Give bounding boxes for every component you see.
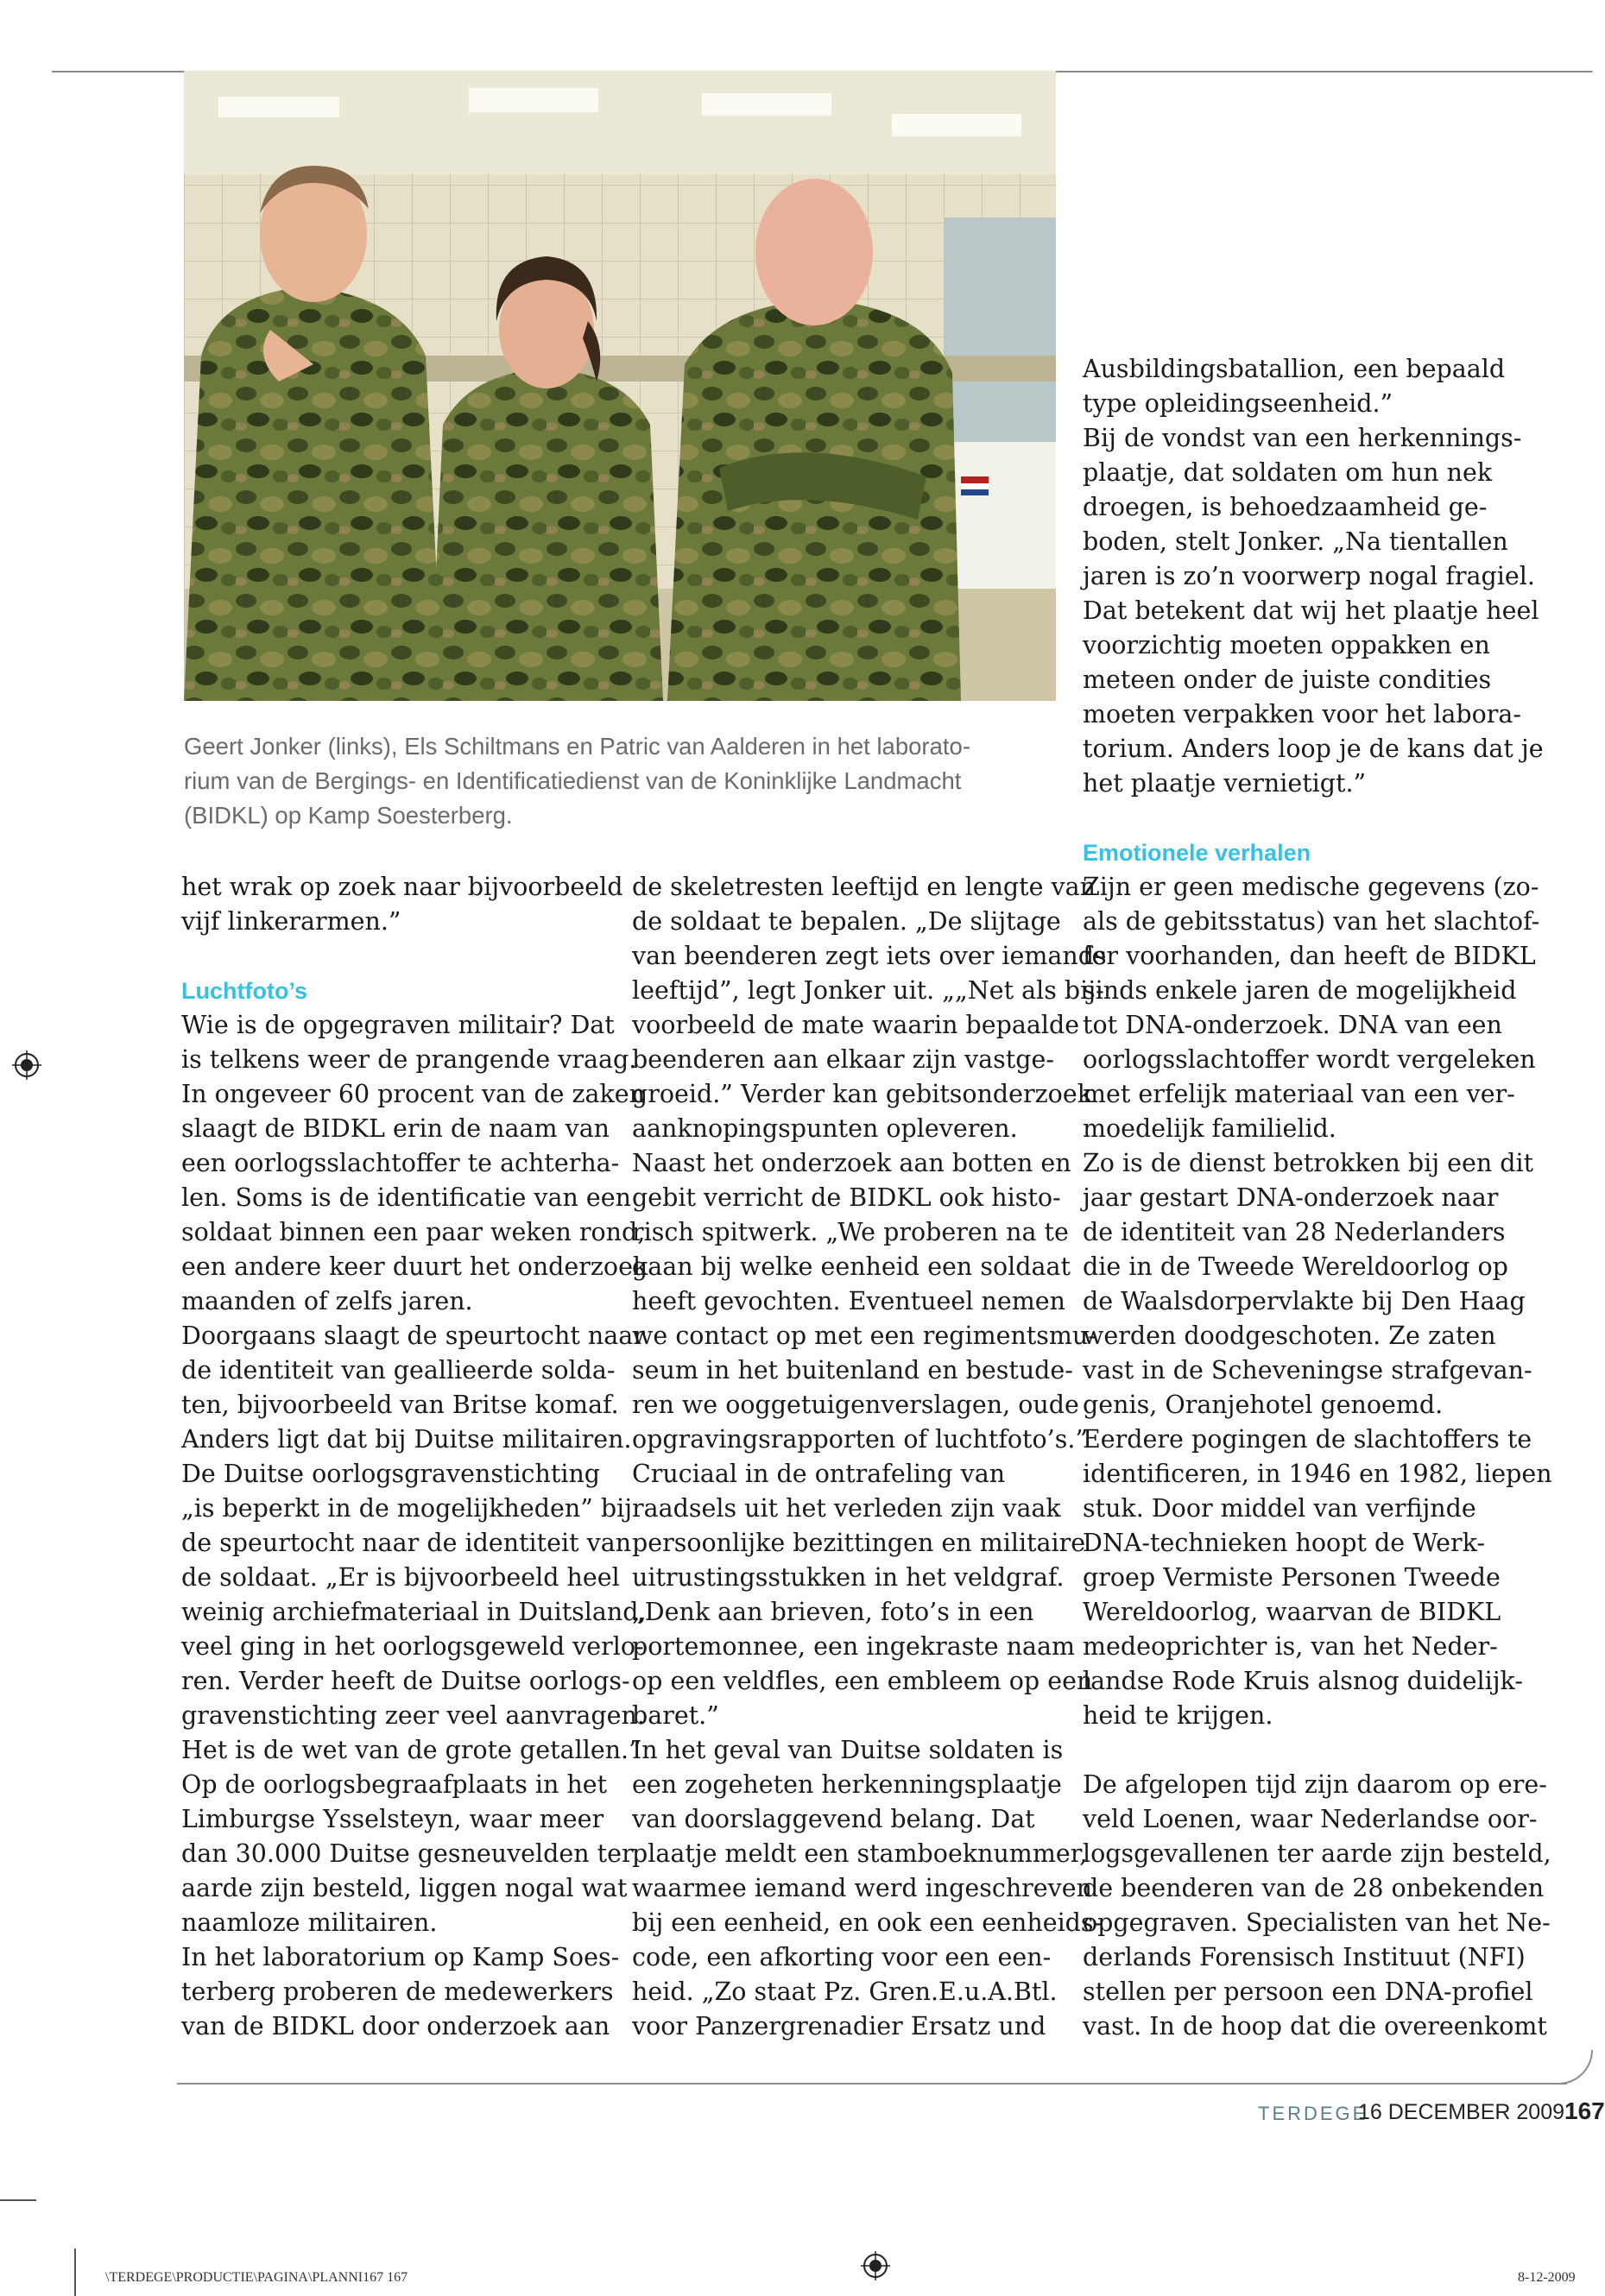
caption-line: Geert Jonker (links), Els Schiltmans en Patric van Aalderen in het laborato-	[184, 733, 970, 760]
text-line: DNA-technieken hoopt de Werk-	[1083, 1529, 1485, 1557]
text-line: werden doodgeschoten. Ze zaten	[1083, 1321, 1496, 1350]
article-column-1	[181, 870, 648, 2044]
text-line: Naast het onderzoek aan botten en	[632, 1149, 1071, 1177]
article-photo	[184, 71, 1056, 701]
text-line: „Denk aan brieven, foto’s in een	[632, 1598, 1034, 1626]
text-line: we contact op met een regimentsmu-	[632, 1321, 1096, 1350]
text-line: is telkens weer de prangende vraag.	[181, 1045, 637, 1074]
text-line: als de gebitsstatus) van het slachtof-	[1083, 907, 1540, 936]
section-heading-emotionele-verhalen: Emotionele verhalen	[1083, 840, 1311, 866]
photo-caption	[184, 729, 1056, 833]
text-line: baret.”	[632, 1701, 719, 1730]
text-line: stuk. Door middel van verfijnde	[1083, 1494, 1476, 1523]
text-line: In ongeveer 60 procent van de zaken	[181, 1080, 646, 1108]
text-line: Bij de vondst van een herkennings-	[1083, 424, 1522, 452]
text-line: het plaatje vernietigt.”	[1083, 769, 1367, 798]
text-line: plaatje, dat soldaten om hun nek	[1083, 458, 1493, 487]
text-line: landse Rode Kruis alsnog duidelijk-	[1083, 1667, 1523, 1695]
text-line: de beenderen van de 28 onbekenden	[1083, 1874, 1545, 1902]
text-line: Cruciaal in de ontrafeling van	[632, 1460, 1006, 1488]
slug-divider	[74, 2249, 76, 2296]
text-line: portemonnee, een ingekraste naam	[632, 1632, 1076, 1661]
text-line: ren. Verder heeft de Duitse oorlogs-	[181, 1667, 630, 1695]
text-line: „is beperkt in de mogelijkheden” bij	[181, 1494, 633, 1523]
article-column-3	[1083, 836, 1552, 2044]
text-line: de soldaat te bepalen. „De slijtage	[632, 907, 1061, 936]
text-line: Het is de wet van de grote getallen.”	[181, 1736, 641, 1764]
text-line: Wereldoorlog, waarvan de BIDKL	[1083, 1598, 1501, 1626]
photo-of-three-soldiers-icon	[184, 71, 1056, 701]
text-line: soldaat binnen een paar weken rond,	[181, 1218, 646, 1246]
crop-mark	[0, 2199, 36, 2201]
text-line: boden, stelt Jonker. „Na tientallen	[1083, 527, 1508, 556]
text-line: voorbeeld de mate waarin bepaalde	[632, 1011, 1080, 1039]
text-line: tot DNA-onderzoek. DNA van een	[1083, 1011, 1502, 1039]
text-line: Limburgse Ysselsteyn, waar meer	[181, 1805, 604, 1833]
text-line: identificeren, in 1946 en 1982, liepen	[1083, 1460, 1552, 1488]
text-line: droegen, is behoedzaamheid ge-	[1083, 493, 1488, 521]
text-line: Wie is de opgegraven militair? Dat	[181, 1011, 615, 1039]
text-line: op een veldfles, een embleem op een	[632, 1667, 1093, 1695]
text-line: De Duitse oorlogsgravenstichting	[181, 1460, 601, 1488]
article-column-3-top	[1083, 352, 1544, 801]
caption-line: (BIDKL) op Kamp Soesterberg.	[184, 802, 513, 829]
caption-line: rium van de Bergings- en Identificatiedienst van de Koninklijke Landmacht	[184, 767, 962, 794]
text-line: ren we ooggetuigenverslagen, oude	[632, 1391, 1079, 1419]
text-line: opgegraven. Specialisten van het Ne-	[1083, 1908, 1551, 1937]
text-line: voorzichtig moeten oppakken en	[1083, 631, 1490, 659]
text-line: Doorgaans slaagt de speurtocht naar	[181, 1321, 645, 1350]
text-line: ten, bijvoorbeeld van Britse komaf.	[181, 1391, 619, 1419]
text-line: heid te krijgen.	[1083, 1701, 1273, 1730]
text-line: code, een afkorting voor een een-	[632, 1943, 1052, 1971]
page-frame-bottom	[177, 2083, 1567, 2085]
text-line: type opleidingseenheid.”	[1083, 389, 1393, 418]
text-line: maanden of zelfs jaren.	[181, 1287, 473, 1315]
text-line: heeft gevochten. Eventueel nemen	[632, 1287, 1065, 1315]
text-line: moedelijk familielid.	[1083, 1114, 1336, 1143]
text-line: sinds enkele jaren de mogelijkheid	[1083, 976, 1517, 1005]
text-line: uitrustingsstukken in het veldgraf.	[632, 1563, 1065, 1592]
text-line: veld Loenen, waar Nederlandse oor-	[1083, 1805, 1538, 1833]
text-line: voor Panzergrenadier Ersatz und	[632, 2012, 1046, 2041]
text-line: met erfelijk materiaal van een ver-	[1083, 1080, 1515, 1108]
text-line: groeid.” Verder kan gebitsonderzoek	[632, 1080, 1092, 1108]
footer-date: 16 DECEMBER 2009	[1358, 2100, 1565, 2124]
page-frame-corner	[1554, 2050, 1593, 2085]
registration-mark-icon	[861, 2251, 890, 2280]
text-line: vijf linkerarmen.”	[181, 907, 401, 936]
footer-brand: TERDEGE	[1258, 2103, 1368, 2124]
text-line: heid. „Zo staat Pz. Gren.E.u.A.Btl.	[632, 1977, 1058, 2006]
text-line: beenderen aan elkaar zijn vastge-	[632, 1045, 1054, 1074]
text-line: torium. Anders loop je de kans dat je	[1083, 735, 1544, 763]
text-line: Zo is de dienst betrokken bij een dit	[1083, 1149, 1534, 1177]
text-line: een oorlogsslachtoffer te achterha-	[181, 1149, 620, 1177]
text-line: de skeletresten leeftijd en lengte van	[632, 873, 1096, 901]
text-line: opgravingsrapporten of luchtfoto’s.”	[632, 1425, 1088, 1454]
text-line: vast. In de hoop dat die overeenkomt	[1083, 2012, 1547, 2041]
text-line: dan 30.000 Duitse gesneuvelden ter	[181, 1839, 634, 1868]
text-line: De afgelopen tijd zijn daarom op ere-	[1083, 1770, 1547, 1799]
text-line: bij een eenheid, en ook een eenheids-	[632, 1908, 1103, 1937]
text-line: stellen per persoon een DNA-profiel	[1083, 1977, 1533, 2006]
text-line: van de BIDKL door onderzoek aan	[181, 2012, 610, 2041]
text-line: Ausbildingsbatallion, een bepaald	[1083, 355, 1506, 383]
text-line: van doorslaggevend belang. Dat	[632, 1805, 1035, 1833]
section-heading-luchtfotos: Luchtfoto’s	[181, 978, 307, 1004]
text-line: veel ging in het oorlogsgeweld verlo-	[181, 1632, 644, 1661]
page-number: 167	[1564, 2097, 1605, 2124]
text-line: een andere keer duurt het onderzoek	[181, 1252, 648, 1281]
text-line: gaan bij welke eenheid een soldaat	[632, 1252, 1071, 1281]
text-line: het wrak op zoek naar bijvoorbeeld	[181, 873, 623, 901]
text-line: vast in de Scheveningse strafgevan-	[1083, 1356, 1532, 1385]
text-line: weinig archiefmateriaal in Duitsland,	[181, 1598, 647, 1626]
text-line: Zijn er geen medische gegevens (zo-	[1083, 873, 1539, 901]
text-line: Op de oorlogsbegraafplaats in het	[181, 1770, 608, 1799]
text-line: len. Soms is de identificatie van een	[181, 1183, 632, 1212]
text-line: medeoprichter is, van het Neder-	[1083, 1632, 1498, 1661]
article-column-2	[632, 870, 1107, 2044]
text-line: aarde zijn besteld, liggen nogal wat	[181, 1874, 628, 1902]
text-line: genis, Oranjehotel genoemd.	[1083, 1391, 1444, 1419]
text-line: gravenstichting zeer veel aanvragen.	[181, 1701, 645, 1730]
text-line: fer voorhanden, dan heeft de BIDKL	[1083, 942, 1536, 970]
text-line: In het laboratorium op Kamp Soes-	[181, 1943, 620, 1971]
text-line: oorlogsslachtoffer wordt vergeleken	[1083, 1045, 1536, 1074]
text-line: de soldaat. „Er is bijvoorbeeld heel	[181, 1563, 620, 1592]
text-line: In het geval van Duitse soldaten is	[632, 1736, 1064, 1764]
text-line: jaren is zo’n voorwerp nogal fragiel.	[1083, 562, 1535, 590]
text-line: de Waalsdorpervlakte bij Den Haag	[1083, 1287, 1526, 1315]
text-line: leeftijd”, legt Jonker uit. „„Net als bij-	[632, 976, 1104, 1005]
text-line: derlands Forensisch Instituut (NFI)	[1083, 1943, 1526, 1971]
text-line: meteen onder de juiste condities	[1083, 665, 1492, 694]
text-line: moeten verpakken voor het labora-	[1083, 700, 1522, 729]
text-line: jaar gestart DNA-onderzoek naar	[1083, 1183, 1499, 1212]
registration-mark-icon	[12, 1050, 41, 1080]
text-line: Dat betekent dat wij het plaatje heel	[1083, 596, 1539, 625]
slug-date: 8-12-2009	[1518, 2270, 1576, 2285]
text-line: een zogeheten herkenningsplaatje	[632, 1770, 1062, 1799]
text-line: van beenderen zegt iets over iemands	[632, 942, 1107, 970]
text-line: de speurtocht naar de identiteit van	[181, 1529, 632, 1557]
text-line: die in de Tweede Wereldoorlog op	[1083, 1252, 1508, 1281]
text-line: seum in het buitenland en bestude-	[632, 1356, 1073, 1385]
text-line: slaagt de BIDKL erin de naam van	[181, 1114, 610, 1143]
text-line: logsgevallenen ter aarde zijn besteld,	[1083, 1839, 1551, 1868]
text-line: groep Vermiste Personen Tweede	[1083, 1563, 1501, 1592]
text-line: Eerdere pogingen de slachtoffers te	[1083, 1425, 1532, 1454]
text-line: aanknopingspunten opleveren.	[632, 1114, 1018, 1143]
text-line: raadsels uit het verleden zijn vaak	[632, 1494, 1061, 1523]
text-line: waarmee iemand werd ingeschreven	[632, 1874, 1092, 1902]
slug-file-path: \TERDEGE\PRODUCTIE\PAGINA\PLANNI167 167	[105, 2270, 408, 2285]
text-line: de identiteit van 28 Nederlanders	[1083, 1218, 1506, 1246]
text-line: de identiteit van geallieerde solda-	[181, 1356, 616, 1385]
text-line: Anders ligt dat bij Duitse militairen.	[181, 1425, 632, 1454]
text-line: persoonlijke bezittingen en militaire	[632, 1529, 1086, 1557]
text-line: plaatje meldt een stamboeknummer,	[632, 1839, 1088, 1868]
text-line: risch spitwerk. „We proberen na te	[632, 1218, 1069, 1246]
text-line: terberg proberen de medewerkers	[181, 1977, 614, 2006]
text-line: naamloze militairen.	[181, 1908, 438, 1937]
text-line: gebit verricht de BIDKL ook histo-	[632, 1183, 1061, 1212]
